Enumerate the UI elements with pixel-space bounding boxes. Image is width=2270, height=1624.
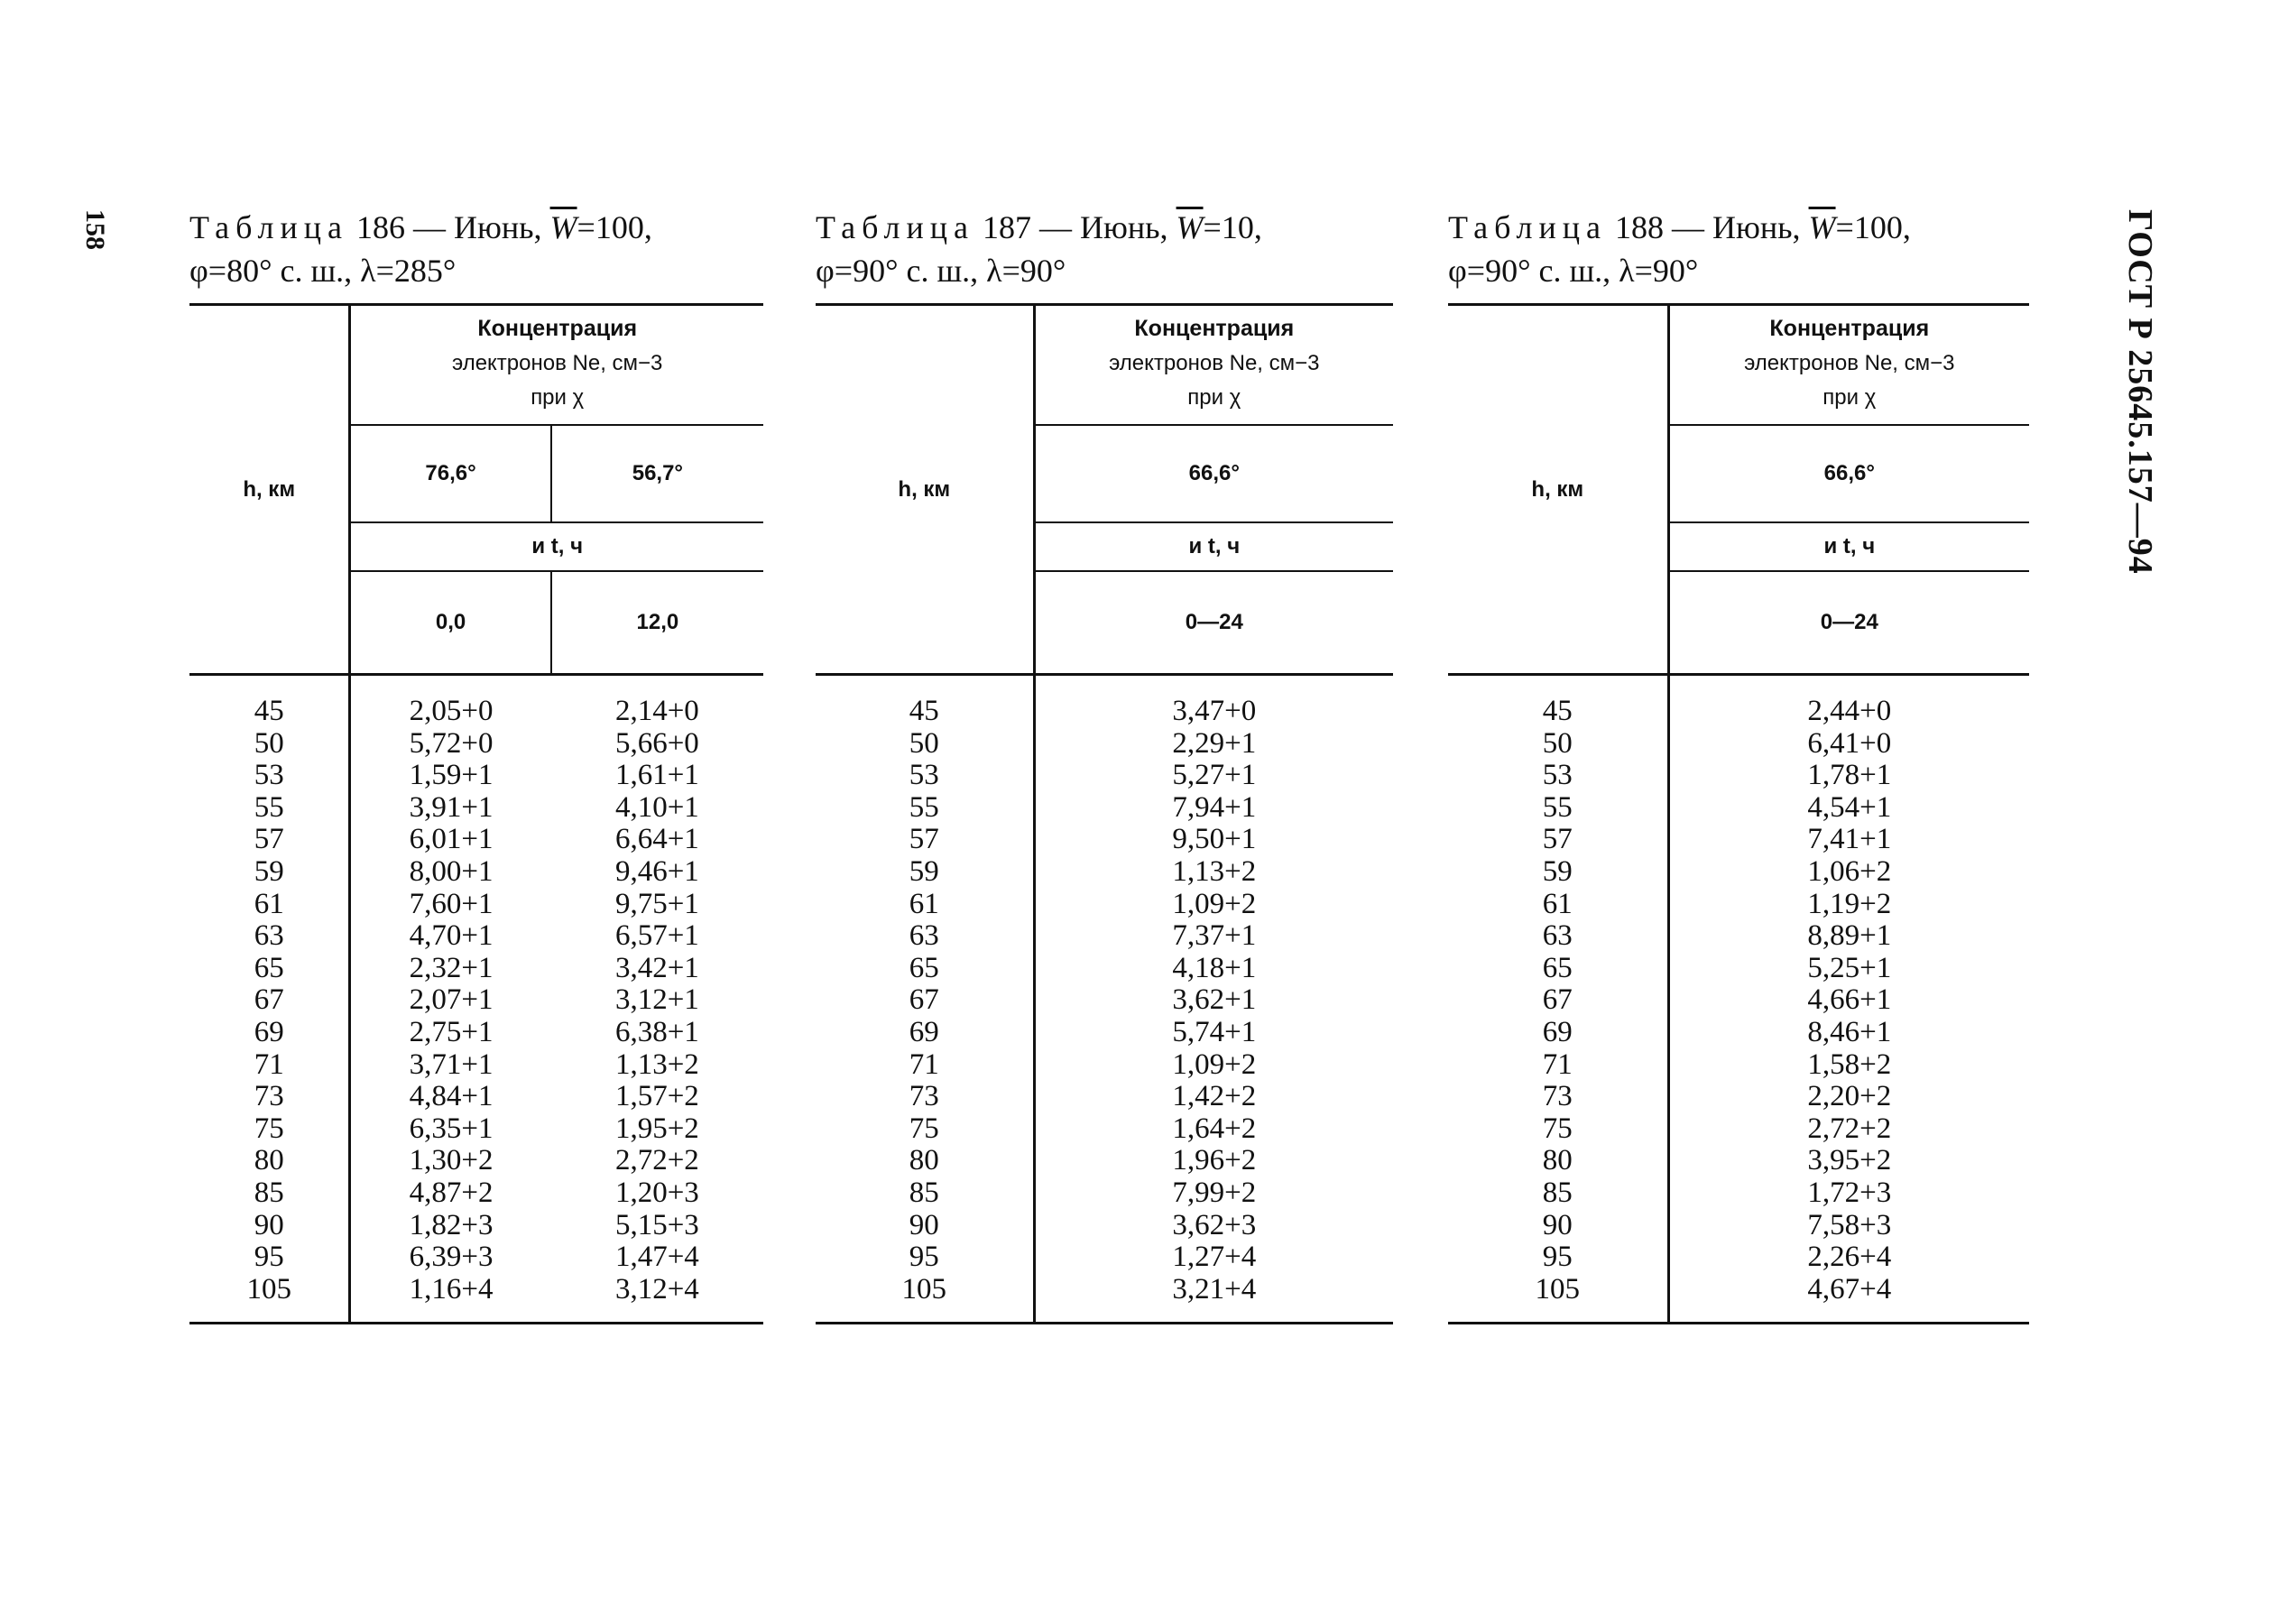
w-symbol: $\overline{W}$ (549, 209, 577, 245)
table-cell: 1,72+3 (1807, 1176, 1892, 1209)
table-number: 187 (982, 209, 1031, 245)
table-cell: 8,00+1 (409, 854, 494, 888)
height-value: 95 (909, 1241, 939, 1274)
table-cell: 7,37+1 (1172, 919, 1257, 953)
height-value: 73 (909, 1080, 939, 1113)
height-value: 63 (1542, 919, 1573, 953)
table-cell: 7,60+1 (409, 887, 494, 920)
table-cell: 5,72+0 (409, 726, 494, 760)
height-value: 50 (254, 726, 284, 760)
concentration-title: Концентрация (1134, 316, 1295, 341)
h-header: h, км (816, 305, 1034, 674)
height-value: 55 (1542, 790, 1573, 824)
table-cell: 5,66+0 (614, 726, 699, 760)
height-value: 57 (1542, 823, 1573, 856)
height-value: 45 (909, 695, 939, 727)
table-cell: 4,70+1 (409, 919, 494, 953)
table-cell: 7,58+3 (1807, 1208, 1892, 1241)
table-cell: 1,58+2 (1807, 1047, 1892, 1081)
height-value: 90 (254, 1208, 284, 1241)
height-value: 90 (909, 1208, 939, 1241)
table-body-row (189, 675, 763, 1324)
height-value: 53 (254, 759, 284, 792)
height-value: 59 (254, 854, 284, 888)
height-value: 45 (254, 695, 284, 727)
height-value: 59 (909, 854, 939, 888)
table-block-188 (1448, 206, 2029, 1324)
height-value: 50 (909, 726, 939, 760)
table-cell: 4,87+2 (409, 1176, 494, 1209)
table-cell: 2,44+0 (1807, 695, 1892, 727)
table-cell: 7,94+1 (1172, 790, 1257, 824)
height-value: 105 (901, 1272, 947, 1306)
t-header: и t, ч (1188, 534, 1241, 558)
table-cell: 1,96+2 (1172, 1144, 1257, 1177)
height-value: 61 (909, 887, 939, 920)
table-cell: 2,05+0 (409, 695, 494, 727)
height-value: 73 (254, 1080, 284, 1113)
table-cell: 1,30+2 (409, 1144, 494, 1177)
table-cell: 5,25+1 (1807, 951, 1892, 984)
height-value: 67 (254, 983, 284, 1017)
table-number: 188 (1614, 209, 1664, 245)
table-label: Таблица (816, 209, 974, 245)
table-body-row (1448, 675, 2029, 1324)
table-cell: 1,06+2 (1807, 854, 1892, 888)
data-table (1448, 303, 2029, 1324)
height-value: 69 (909, 1015, 939, 1048)
t-value: 0—24 (1185, 610, 1243, 634)
table-caption-coords: φ=90° с. ш., λ=90° (816, 253, 1066, 289)
table-cell: 1,82+3 (409, 1208, 494, 1241)
table-caption-month: — Июнь, (412, 209, 542, 245)
table-cell: 1,57+2 (614, 1080, 699, 1113)
table-cell: 2,14+0 (614, 695, 699, 727)
table-cell: 6,39+3 (409, 1241, 494, 1274)
chi-value: 66,6° (1823, 461, 1875, 485)
concentration-title: Концентрация (477, 316, 638, 341)
table-cell: 1,09+2 (1172, 887, 1257, 920)
w-value: =100, (577, 209, 652, 245)
w-symbol: $\overline{W}$ (1808, 209, 1836, 245)
table-cell: 1,59+1 (409, 759, 494, 792)
height-value: 65 (1542, 951, 1573, 984)
height-value: 67 (1542, 983, 1573, 1017)
table-cell: 1,61+1 (614, 759, 699, 792)
w-symbol: $\overline{W}$ (1176, 209, 1204, 245)
height-value: 85 (909, 1176, 939, 1209)
height-value: 69 (254, 1015, 284, 1048)
table-cell: 3,71+1 (409, 1047, 494, 1081)
concentration-units: электронов Ne, см−3 (451, 351, 663, 375)
height-value: 71 (254, 1047, 284, 1081)
height-value: 65 (909, 951, 939, 984)
table-cell: 2,20+2 (1807, 1080, 1892, 1113)
table-cell: 1,13+2 (1172, 854, 1257, 888)
t-header: и t, ч (1823, 534, 1876, 558)
table-cell: 5,27+1 (1172, 759, 1257, 792)
height-value: 65 (254, 951, 284, 984)
table-cell: 1,64+2 (1172, 1112, 1257, 1145)
height-value: 50 (1542, 726, 1573, 760)
page-number: 158 (80, 209, 110, 250)
table-cell: 2,72+2 (1807, 1112, 1892, 1145)
height-value: 75 (909, 1112, 939, 1145)
height-value: 59 (1542, 854, 1573, 888)
height-value: 80 (909, 1144, 939, 1177)
height-value: 53 (1542, 759, 1573, 792)
w-value: =100, (1835, 209, 1911, 245)
table-caption (1448, 206, 2029, 249)
table-cell: 1,27+4 (1172, 1241, 1257, 1274)
height-value: 95 (254, 1241, 284, 1274)
table-cell: 4,67+4 (1807, 1272, 1892, 1306)
table-cell: 1,95+2 (614, 1112, 699, 1145)
table-cell: 1,20+3 (614, 1176, 699, 1209)
table-cell: 6,57+1 (614, 919, 699, 953)
height-value: 53 (909, 759, 939, 792)
data-table (189, 303, 763, 1324)
chi-value: 66,6° (1188, 461, 1240, 485)
table-caption-month: — Июнь, (1038, 209, 1168, 245)
table-cell: 3,21+4 (1172, 1272, 1257, 1306)
value-column (1034, 675, 1393, 1324)
table-number: 186 (355, 209, 405, 245)
table-cell: 3,95+2 (1807, 1144, 1892, 1177)
height-value: 80 (254, 1144, 284, 1177)
t-value: 0—24 (1820, 610, 1878, 634)
table-cell: 1,13+2 (614, 1047, 699, 1081)
table-cell: 3,62+1 (1172, 983, 1257, 1017)
height-value: 95 (1542, 1241, 1573, 1274)
height-value: 85 (1542, 1176, 1573, 1209)
height-value: 45 (1542, 695, 1573, 727)
table-cell: 6,41+0 (1807, 726, 1892, 760)
table-cell: 9,75+1 (614, 887, 699, 920)
height-value: 75 (1542, 1112, 1573, 1145)
data-table (816, 303, 1393, 1324)
table-label: Таблица (189, 209, 348, 245)
height-value: 57 (254, 823, 284, 856)
table-cell: 2,26+4 (1807, 1241, 1892, 1274)
table-cell: 2,29+1 (1172, 726, 1257, 760)
table-cell: 6,64+1 (614, 823, 699, 856)
table-cell: 4,10+1 (614, 790, 699, 824)
table-cell: 8,89+1 (1807, 919, 1892, 953)
height-value: 80 (1542, 1144, 1573, 1177)
table-cell: 4,18+1 (1172, 951, 1257, 984)
document-id: ГОСТ Р 25645.157—94 (2121, 209, 2159, 575)
height-column (816, 675, 1034, 1324)
table-cell: 1,47+4 (614, 1241, 699, 1274)
table-cell: 6,01+1 (409, 823, 494, 856)
concentration-header (350, 305, 763, 426)
height-value: 61 (1542, 887, 1573, 920)
table-caption (189, 206, 763, 249)
table-cell: 7,41+1 (1807, 823, 1892, 856)
t-value: 12,0 (636, 610, 679, 634)
table-cell: 2,32+1 (409, 951, 494, 984)
table-cell: 5,15+3 (614, 1208, 699, 1241)
table-cell: 3,91+1 (409, 790, 494, 824)
chi-value: 56,7° (632, 461, 684, 485)
value-column (1668, 675, 2029, 1324)
table-cell: 2,72+2 (614, 1144, 699, 1177)
table-caption-month: — Июнь, (1671, 209, 1801, 245)
table-cell: 1,42+2 (1172, 1080, 1257, 1113)
height-value: 73 (1542, 1080, 1573, 1113)
table-block-187 (816, 206, 1393, 1324)
table-block-186 (189, 206, 763, 1324)
table-cell: 4,84+1 (409, 1080, 494, 1113)
table-cell: 2,07+1 (409, 983, 494, 1017)
table-cell: 1,19+2 (1807, 887, 1892, 920)
height-value: 61 (254, 887, 284, 920)
table-cell: 3,12+1 (614, 983, 699, 1017)
concentration-chi: при χ (1187, 385, 1241, 410)
t-header: и t, ч (531, 534, 584, 558)
concentration-title: Концентрация (1769, 316, 1930, 341)
table-body-row (816, 675, 1393, 1324)
height-value: 55 (254, 790, 284, 824)
chi-value: 76,6° (350, 425, 551, 522)
height-value: 63 (254, 919, 284, 953)
table-cell: 3,12+4 (614, 1272, 699, 1306)
table-cell: 1,16+4 (409, 1272, 494, 1306)
concentration-units: электронов Ne, см−3 (1744, 351, 1955, 375)
concentration-header (1668, 305, 2029, 426)
value-column (350, 675, 551, 1324)
table-caption (816, 206, 1393, 249)
height-column (1448, 675, 1668, 1324)
table-cell: 2,75+1 (409, 1015, 494, 1048)
concentration-chi: при χ (1822, 385, 1877, 410)
concentration-chi: при χ (531, 385, 585, 410)
height-column (189, 675, 350, 1324)
height-value: 85 (254, 1176, 284, 1209)
table-label: Таблица (1448, 209, 1607, 245)
table-cell: 7,99+2 (1172, 1176, 1257, 1209)
table-cell: 3,42+1 (614, 951, 699, 984)
table-cell: 4,66+1 (1807, 983, 1892, 1017)
table-cell: 1,78+1 (1807, 759, 1892, 792)
table-cell: 5,74+1 (1172, 1015, 1257, 1048)
table-cell: 8,46+1 (1807, 1015, 1892, 1048)
table-caption-coords: φ=80° с. ш., λ=285° (189, 253, 457, 289)
height-value: 71 (909, 1047, 939, 1081)
h-header: h, км (1448, 305, 1668, 674)
height-value: 75 (254, 1112, 284, 1145)
concentration-header (1034, 305, 1393, 426)
table-cell: 9,50+1 (1172, 823, 1257, 856)
h-header: h, км (189, 305, 350, 674)
height-value: 67 (909, 983, 939, 1017)
table-cell: 3,62+3 (1172, 1208, 1257, 1241)
table-cell: 3,47+0 (1172, 695, 1257, 727)
t-value: 0,0 (350, 571, 551, 673)
table-cell: 4,54+1 (1807, 790, 1892, 824)
height-value: 63 (909, 919, 939, 953)
height-value: 71 (1542, 1047, 1573, 1081)
table-cell: 6,35+1 (409, 1112, 494, 1145)
table-cell: 9,46+1 (614, 854, 699, 888)
table-cell: 1,09+2 (1172, 1047, 1257, 1081)
height-value: 105 (1535, 1272, 1581, 1306)
height-value: 105 (246, 1272, 291, 1306)
height-value: 57 (909, 823, 939, 856)
value-column (551, 675, 763, 1324)
table-cell: 6,38+1 (614, 1015, 699, 1048)
height-value: 55 (909, 790, 939, 824)
height-value: 69 (1542, 1015, 1573, 1048)
height-value: 90 (1542, 1208, 1573, 1241)
table-caption-coords: φ=90° с. ш., λ=90° (1448, 253, 1699, 289)
w-value: =10, (1203, 209, 1262, 245)
concentration-units: электронов Ne, см−3 (1109, 351, 1320, 375)
